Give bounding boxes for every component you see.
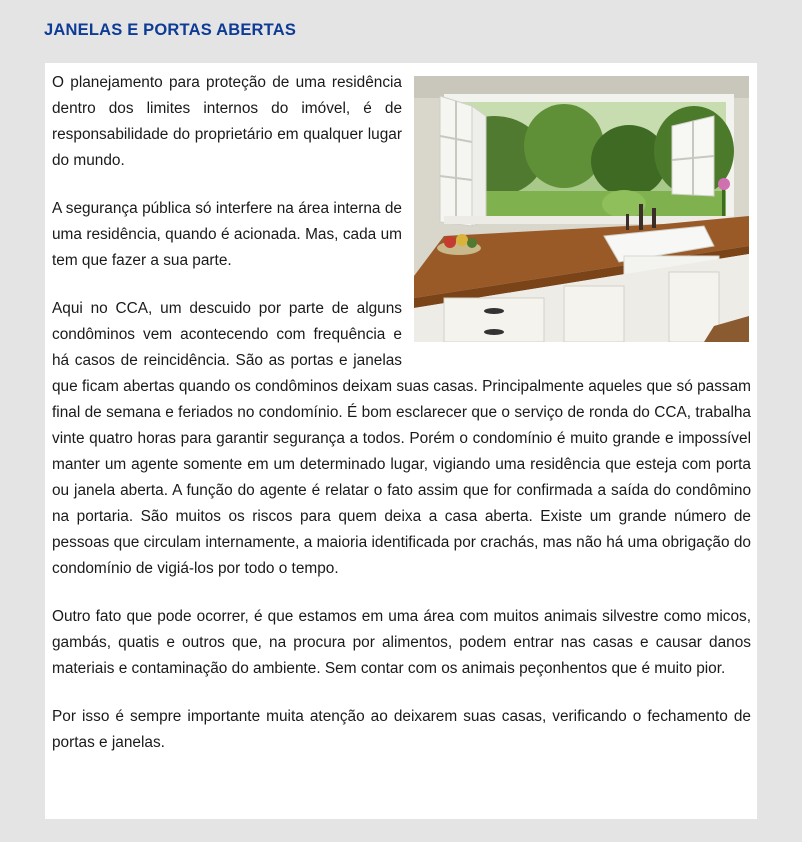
- paragraph-2: A segurança pública só interfere na área interna de uma residência, quando é acionada. Mas, cada um tem que fazer a sua parte.: [52, 200, 402, 269]
- paragraph-5: Por isso é sempre importante muita atenção ao deixarem suas casas, verificando o fechamento de portas e janelas.: [52, 708, 751, 751]
- kitchen-window-photo: [414, 76, 749, 342]
- paragraph-1: O planejamento para proteção de uma residência dentro dos limites internos do imóvel, é de responsabilidade do proprietário em qualquer lugar do mundo.: [52, 74, 402, 169]
- article-card: [45, 63, 757, 819]
- paragraph-3: Aqui no CCA, um descuido por parte de alguns condôminos vem acontecendo com frequência e há casos de reincidência. São as portas e janelas que ficam abertas quando os condôminos deixam suas casas. Principalmente aqueles que só passam final de semana e feriados no condomínio. É bom esclarecer que o serviço de ronda do CCA, trabalha vinte quatro horas para garantir segurança a todos. Porém o condomínio é muito grande e impossível manter um agente somente em um determinado lugar, vigiando uma residência que esteja com porta ou janela aberta. A função do agente é relatar o fato assim que for confirmada a saída do condômino na portaria. São muitos os riscos para quem deixa a casa aberta. Existe um grande número de pessoas que circulam internamente, a maioria identificada por crachás, mas não há uma obrigação do condomínio de vigiá-los por todo o tempo.: [52, 300, 751, 577]
- article-content: [52, 70, 751, 778]
- paragraph-4: Outro fato que pode ocorrer, é que estamos em uma área com muitos animais silvestre como micos, gambás, quatis e outros que, na procura por alimentos, podem entrar nas casas e causar danos materiais e contaminação do ambiente. Sem contar com os animais peçonhentos que é muito pior.: [52, 608, 751, 677]
- article-title: JANELAS E PORTAS ABERTAS: [44, 21, 297, 39]
